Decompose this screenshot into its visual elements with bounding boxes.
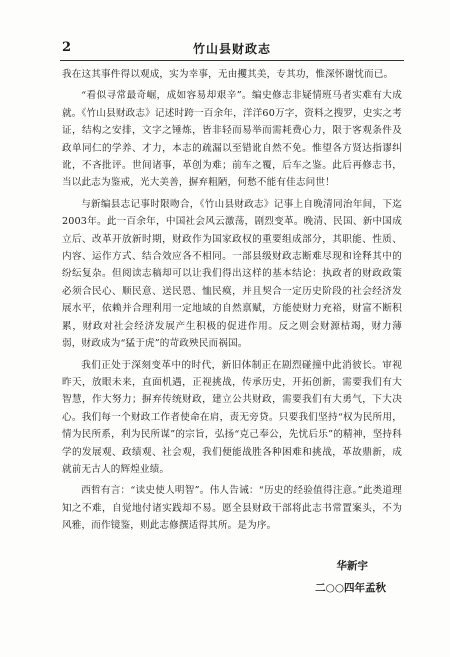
header-rule <box>60 60 404 61</box>
paragraph-2: “看似寻常最奇崛，成如容易却艰辛”。编史修志非疑情班马者实难有大成就。《竹山县财政志》记述时跨一百余年，洋洋60万字，资料之搜罗，史实之考证，结构之安排，文字之锤炼，皆非轻而易举而需耗费心力，限于客观条件及政单同仁的学养、才力，本志的疏漏以至错讹自然不免。惟望各方贤达指谬纠讹，不吝批评。世间诸事，革创为难；前车之覆，后车之鉴。此后再修志书，当以此志为鉴戒，光大美善，摒弃粗陋，何愁不能有佳志问世！ <box>62 90 402 189</box>
paragraph-3: 与新编县志记事时限吻合，《竹山县财政志》记事上自晚清同治年间，下迄2003年。此一百余年，中国社会风云激荡，剧烈变革。晚清、民国、新中国成立后、改革开放新时期，财政作为国家政权的重要组成部分，其职能、性质、内容、运作方式、结合效应各不相同。一部县级财政志断难尽现和诠释其中的纷纭复杂。但阅读志稿却可以让我们得出这样的基本结论：执政者的财政政策必须合民心、顺民意、送民恩、恤民瘼，并且契合一定历史阶段的社会经济发展水平，依赖并合理利用一定地域的自然禀赋，方能使财力充裕，财富不断积累，财政对社会经济发展产生积极的促进作用。反之则会财源枯竭，财力薄弱，财政成为“猛于虎”的苛政殃民而祸国。 <box>62 198 402 350</box>
paragraph-4: 我们正处于深刻变革中的时代，新旧体制正在剧烈碰撞中此消彼长。审视昨天，放眼未来，直面机遇，正视挑战，传承历史，开拓创新，需要我们有大智慧，作大努力；摒弃传统财政，建立公共财政，需要我们有大勇气，下大决心。我们每一个财政工作者使命在肩，责无旁贷。只要我们坚持“权为民所用，情为民所系，利为民所谋”的宗旨，弘扬“克己奉公，先忧后乐”的精神，坚持科学的发展观、政绩观、社会观，我们便能战胜各种困难和挑战，革故鼎新，成就前无古人的辉煌业绩。 <box>62 359 402 475</box>
page-header <box>62 38 402 58</box>
running-title: 竹山县财政志 <box>192 42 271 56</box>
page-number: 2 <box>62 40 72 55</box>
signature-date: 二○○四年孟秋 <box>315 582 386 594</box>
preface-body <box>62 66 402 539</box>
signature-block <box>315 555 386 599</box>
author-name: 华新宇 <box>336 560 368 572</box>
paragraph-5: 西哲有言：“读史使人明智”。伟人告诫：“历史的经验值得注意。”此类道理知之不难，自觉地付诸实践却不易。愿全县财政干部将此志书常置案头，不为风雅，而作镜鉴，则此志修撰适得其所。是为序。 <box>62 485 402 532</box>
paragraph-1: 我在这其事件得以观成，实为幸事，无由攫其美，专其功，惟深怀谢忱而已。 <box>62 69 394 80</box>
